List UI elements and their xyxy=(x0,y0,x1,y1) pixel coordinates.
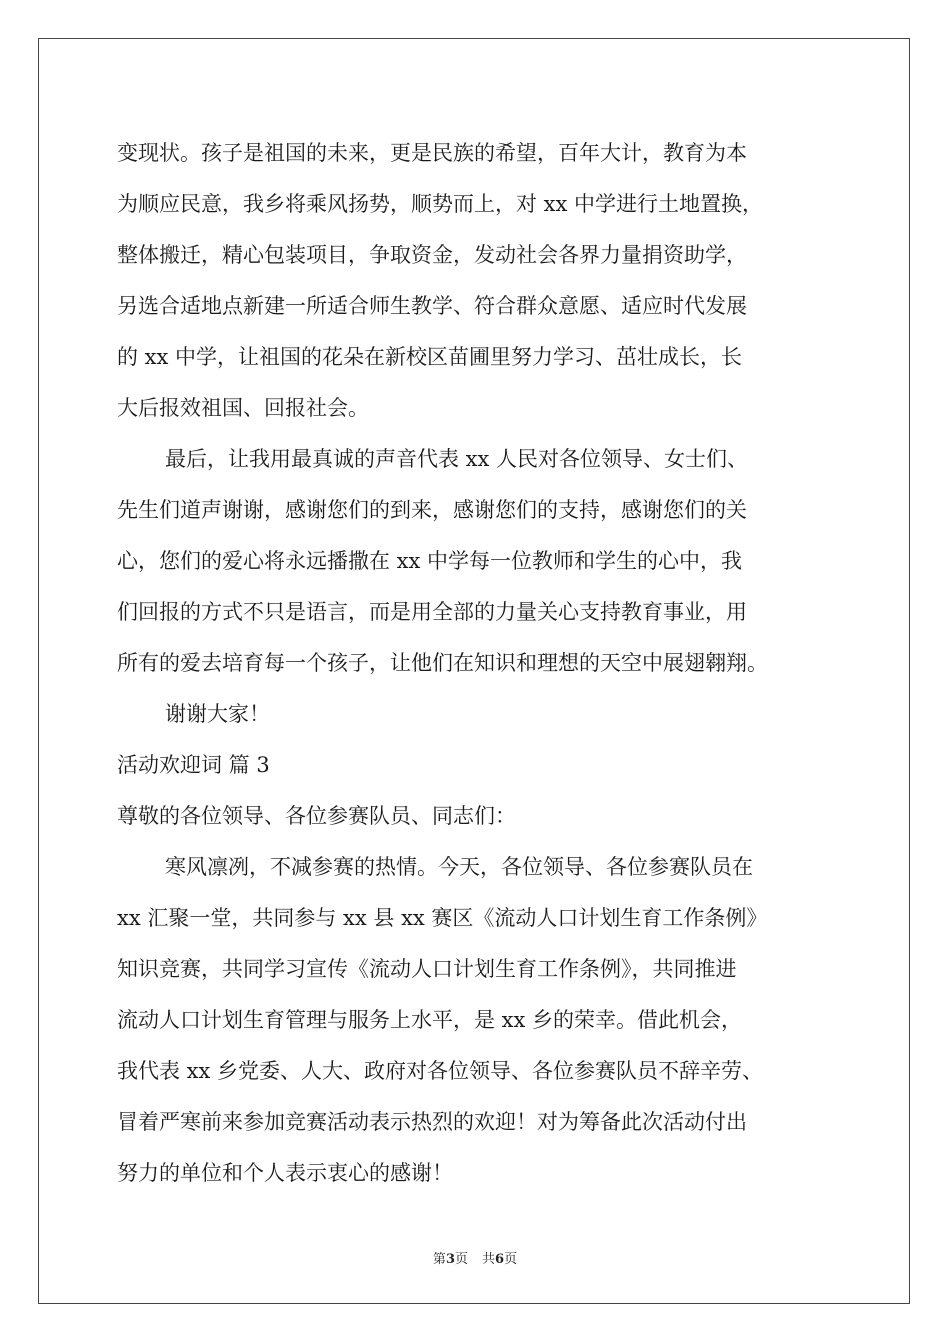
text-line: 寒风凛冽，不减参赛的热情。今天，各位领导、各位参赛队员在 xyxy=(165,855,753,879)
text-line: 最后，让我用最真诚的声音代表 xx 人民对各位领导、女士们、 xyxy=(165,447,749,471)
text-line: 努力的单位和个人表示衷心的感谢！ xyxy=(117,1161,453,1185)
text-line: 先生们道声谢谢，感谢您们的到来，感谢您们的支持，感谢您们的关 xyxy=(117,498,747,522)
text-line: 尊敬的各位领导、各位参赛队员、同志们： xyxy=(117,804,516,828)
text-line: 为顺应民意，我乡将乘风扬势，顺势而上，对 xx 中学进行土地置换， xyxy=(117,192,764,216)
text-line: 所有的爱去培育每一个孩子，让他们在知识和理想的天空中展翅翱翔。 xyxy=(117,651,768,675)
text-line: 的 xx 中学，让祖国的花朵在新校区苗圃里努力学习、茁壮成长，长 xyxy=(117,345,743,369)
text-line: 心，您们的爱心将永远播撒在 xx 中学每一位教师和学生的心中，我 xyxy=(117,549,743,573)
footer-prefix: 第 xyxy=(432,1252,446,1267)
text-line: 流动人口计划生育管理与服务上水平，是 xx 乡的荣幸。借此机会， xyxy=(117,1008,743,1032)
text-line: 大后报效祖国、回报社会。 xyxy=(117,396,369,420)
text-line: 活动欢迎词 篇 3 xyxy=(117,753,270,777)
text-line: 变现状。孩子是祖国的未来，更是民族的希望，百年大计，教育为本 xyxy=(117,141,747,165)
text-line: 冒着严寒前来参加竞赛活动表示热烈的欢迎！对为筹备此次活动付出 xyxy=(117,1110,747,1134)
text-line: 知识竞赛，共同学习宣传《流动人口计划生育工作条例》，共同推进 xyxy=(117,957,737,981)
text-line: 另选合适地点新建一所适合师生教学、符合群众意愿、适应时代发展 xyxy=(117,294,747,318)
footer-page-number: 3 xyxy=(445,1252,455,1267)
footer-total-suffix: 页 xyxy=(504,1252,518,1267)
footer-total-prefix: 共 xyxy=(482,1252,496,1267)
page-footer xyxy=(0,1248,950,1267)
text-line: xx 汇聚一堂，共同参与 xx 县 xx 赛区《流动人口计划生育工作条例》 xyxy=(117,906,768,930)
text-line: 谢谢大家！ xyxy=(165,702,270,726)
text-line: 整体搬迁，精心包装项目，争取资金，发动社会各界力量捐资助学， xyxy=(117,243,747,267)
text-line: 们回报的方式不只是语言，而是用全部的力量关心支持教育事业，用 xyxy=(117,600,747,624)
text-line: 我代表 xx 乡党委、人大、政府对各位领导、各位参赛队员不辞辛劳、 xyxy=(117,1059,764,1083)
document-body xyxy=(117,128,837,1199)
footer-page-suffix: 页 xyxy=(454,1252,468,1267)
footer-total-pages: 6 xyxy=(495,1252,505,1267)
